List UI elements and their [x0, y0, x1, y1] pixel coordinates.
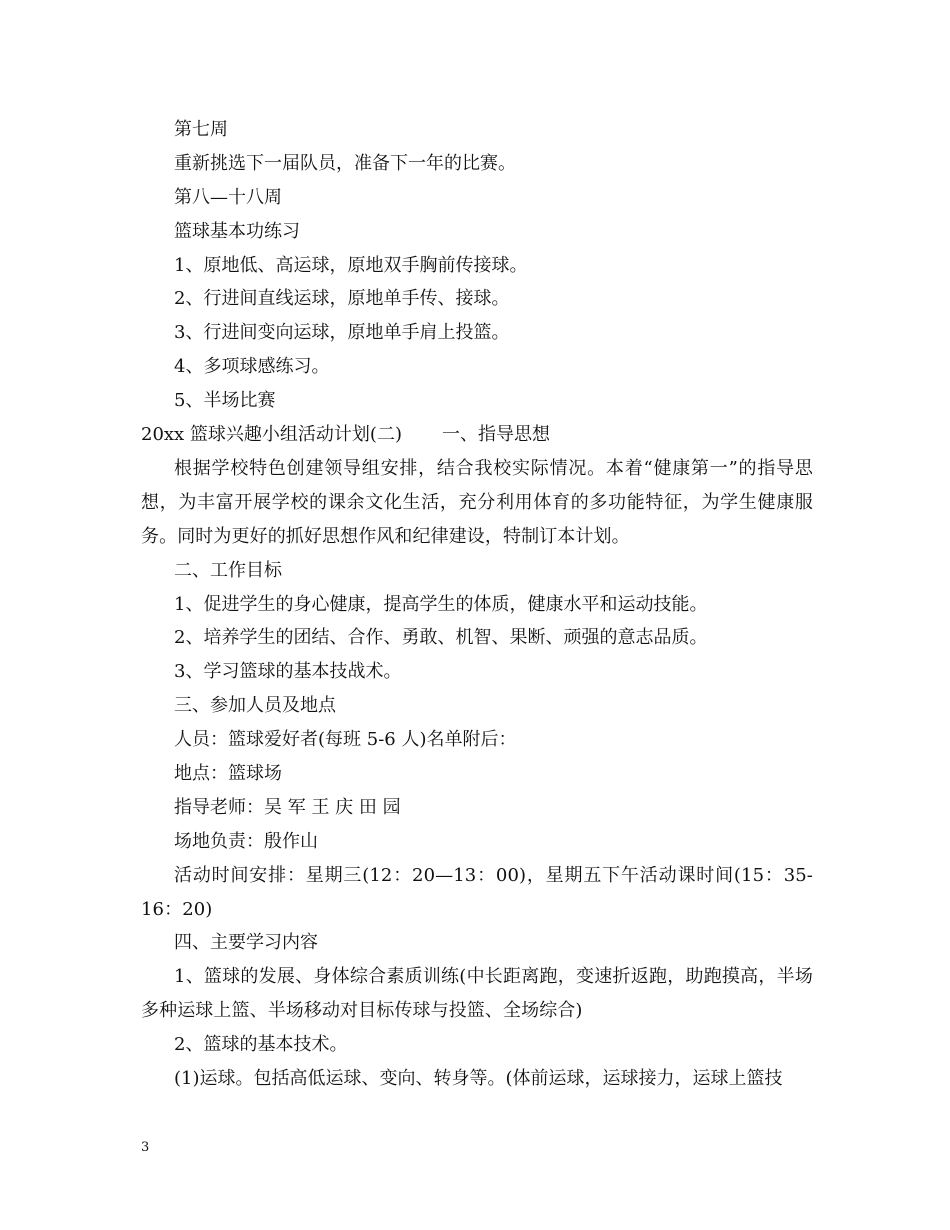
- page-number: 3: [141, 1140, 150, 1155]
- plan-title: 20xx 篮球兴趣小组活动计划(二): [141, 424, 402, 446]
- goal-item-3: 3、学习篮球的基本技战术。: [174, 661, 402, 683]
- participants-venue-manager: 场地负责：殷作山: [174, 830, 318, 852]
- drill-item-2: 2、行进间直线运球，原地单手传、接球。: [174, 288, 510, 310]
- participants-place: 地点：篮球场: [174, 762, 282, 784]
- week-seven-heading: 第七周: [174, 119, 228, 140]
- plan-title-line: [141, 418, 813, 452]
- content-item-2: 2、篮球的基本技术。: [174, 1034, 348, 1056]
- drill-item-3: 3、行进间变向运球，原地单手肩上投篮。: [174, 322, 510, 344]
- goal-item-1: 1、促进学生的身心健康，提高学生的体质，健康水平和运动技能。: [174, 593, 708, 615]
- content-item-1: 1、篮球的发展、身体综合素质训练(中长距离跑，变速折返跑，助跑摸高，半场多种运球上篮、半场移动对目标传球与投篮、全场综合): [141, 966, 813, 1022]
- drill-item-5: 5、半场比赛: [174, 390, 276, 412]
- activity-schedule: 活动时间安排：星期三(12：20—13：00)，星期五下午活动课时间(15：35-16：20): [141, 864, 813, 920]
- participants-people: 人员：篮球爱好者(每班 5-6 人)名单附后：: [174, 729, 517, 751]
- section-three-heading: 三、参加人员及地点: [174, 695, 336, 717]
- section-four-heading: 四、主要学习内容: [174, 932, 318, 954]
- drill-item-1: 1、原地低、高运球，原地双手胸前传接球。: [174, 254, 528, 276]
- page-content: [141, 113, 813, 1096]
- drill-item-4: 4、多项球感练习。: [174, 356, 330, 378]
- basic-skills-heading: 篮球基本功练习: [174, 220, 300, 242]
- goal-item-2: 2、培养学生的团结、合作、勇敢、机智、果断、顽强的意志品质。: [174, 627, 708, 649]
- guiding-thought-paragraph: 根据学校特色创建领导组安排，结合我校实际情况。本着“健康第一”的指导思想，为丰富开展学校的课余文化生活，充分利用体育的多功能特征，为学生健康服务。同时为更好的抓好思想作风和纪律建设，特制订本计划。: [141, 457, 813, 547]
- week-seven-text: 重新挑选下一届队员，准备下一年的比赛。: [174, 152, 516, 174]
- week-eight-eighteen-heading: 第八—十八周: [174, 186, 282, 208]
- content-item-2-1: (1)运球。包括高低运球、变向、转身等。(体前运球，运球接力，运球上篮技: [174, 1068, 783, 1090]
- section-one-heading: 一、指导思想: [441, 424, 550, 446]
- participants-teachers: 指导老师：吴 军 王 庆 田 园: [174, 796, 401, 818]
- section-two-heading: 二、工作目标: [174, 559, 282, 581]
